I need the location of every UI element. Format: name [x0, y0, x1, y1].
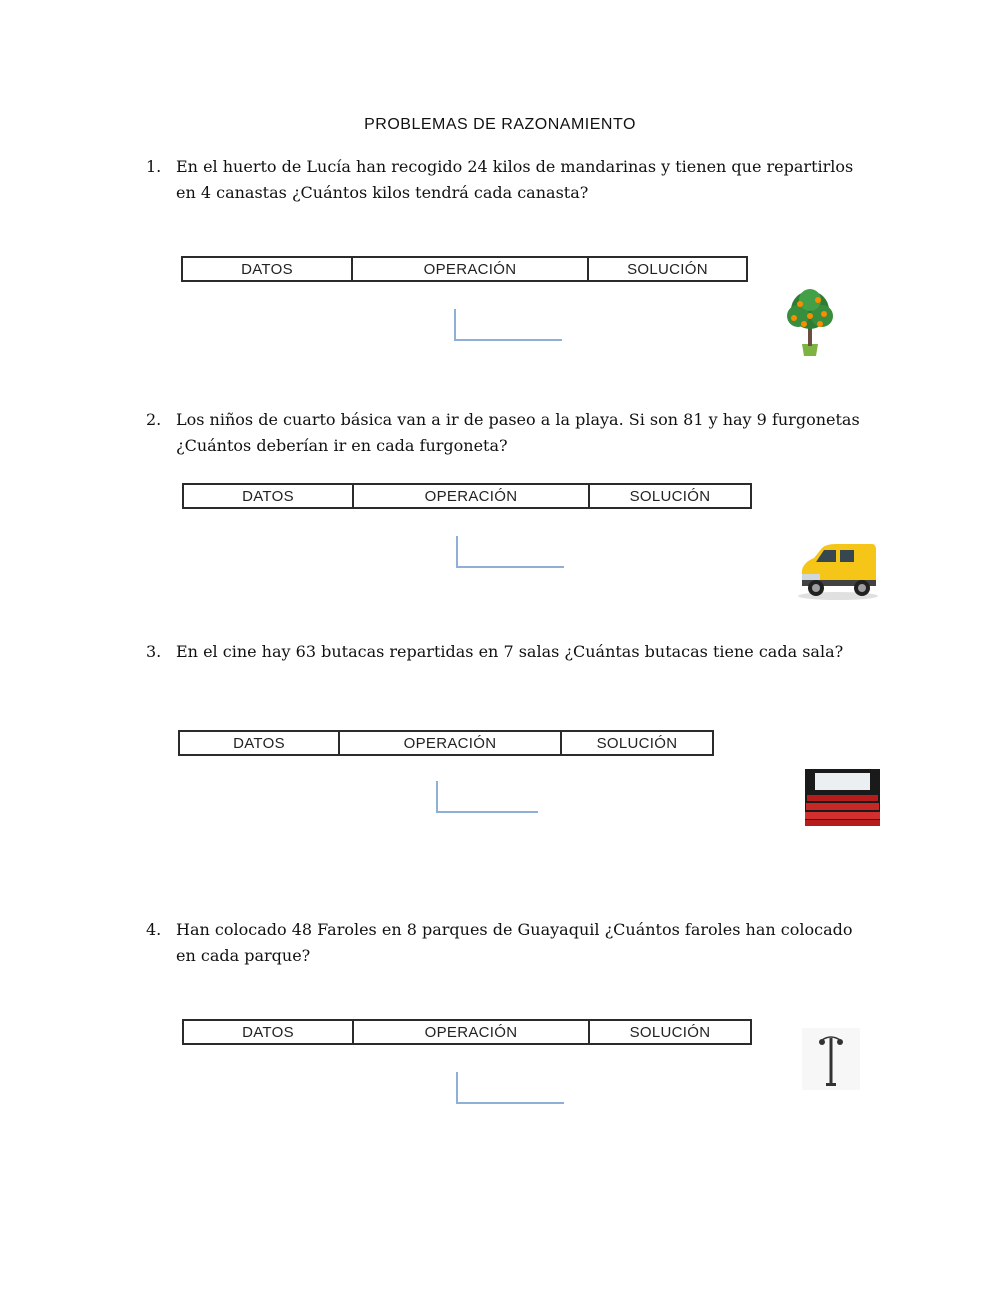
problem-text: Han colocado 48 Faroles en 8 parques de Guayaquil ¿Cuántos faroles han colocado en cada parque?	[176, 920, 853, 965]
page-title: PROBLEMAS DE RAZONAMIENTO	[364, 116, 636, 133]
answer-table-4	[182, 1019, 752, 1045]
division-bracket	[454, 309, 562, 341]
datos-header: DATOS	[182, 257, 352, 281]
problem-text: En el cine hay 63 butacas repartidas en 7 salas ¿Cuántas butacas tiene cada sala?	[176, 642, 844, 661]
division-bracket	[456, 1072, 564, 1104]
solucion-header: SOLUCIÓN	[589, 1020, 751, 1044]
tangerine-tree-icon	[778, 288, 842, 358]
answer-table-3	[178, 730, 714, 756]
datos-header: DATOS	[179, 731, 339, 755]
solucion-header: SOLUCIÓN	[561, 731, 713, 755]
operacion-header: OPERACIÓN	[353, 484, 589, 508]
operacion-header: OPERACIÓN	[352, 257, 588, 281]
operacion-header: OPERACIÓN	[339, 731, 561, 755]
datos-header: DATOS	[183, 1020, 353, 1044]
problem-text: Los niños de cuarto básica van a ir de paseo a la playa. Si son 81 y hay 9 furgonetas ¿Cuántos deberían ir en cada furgoneta?	[176, 410, 860, 455]
solucion-header: SOLUCIÓN	[589, 484, 751, 508]
problem-number: 4.	[146, 920, 162, 939]
yellow-van-icon	[796, 540, 880, 602]
problem-number: 3.	[146, 642, 162, 661]
problem-3	[146, 639, 876, 665]
problem-1	[146, 154, 876, 206]
street-lamp-icon	[802, 1028, 860, 1090]
division-bracket	[456, 536, 564, 568]
solucion-header: SOLUCIÓN	[588, 257, 747, 281]
answer-table-2	[182, 483, 752, 509]
division-bracket	[436, 781, 538, 813]
problem-number: 2.	[146, 410, 162, 429]
problem-text: En el huerto de Lucía han recogido 24 kilos de mandarinas y tienen que repartirlos en 4 canastas ¿Cuántos kilos tendrá cada canasta?	[176, 157, 854, 202]
operacion-header: OPERACIÓN	[353, 1020, 589, 1044]
answer-table-1	[181, 256, 748, 282]
cinema-seats-icon	[805, 769, 880, 826]
problem-4	[146, 917, 876, 969]
problem-number: 1.	[146, 157, 162, 176]
problem-2	[146, 407, 876, 459]
datos-header: DATOS	[183, 484, 353, 508]
